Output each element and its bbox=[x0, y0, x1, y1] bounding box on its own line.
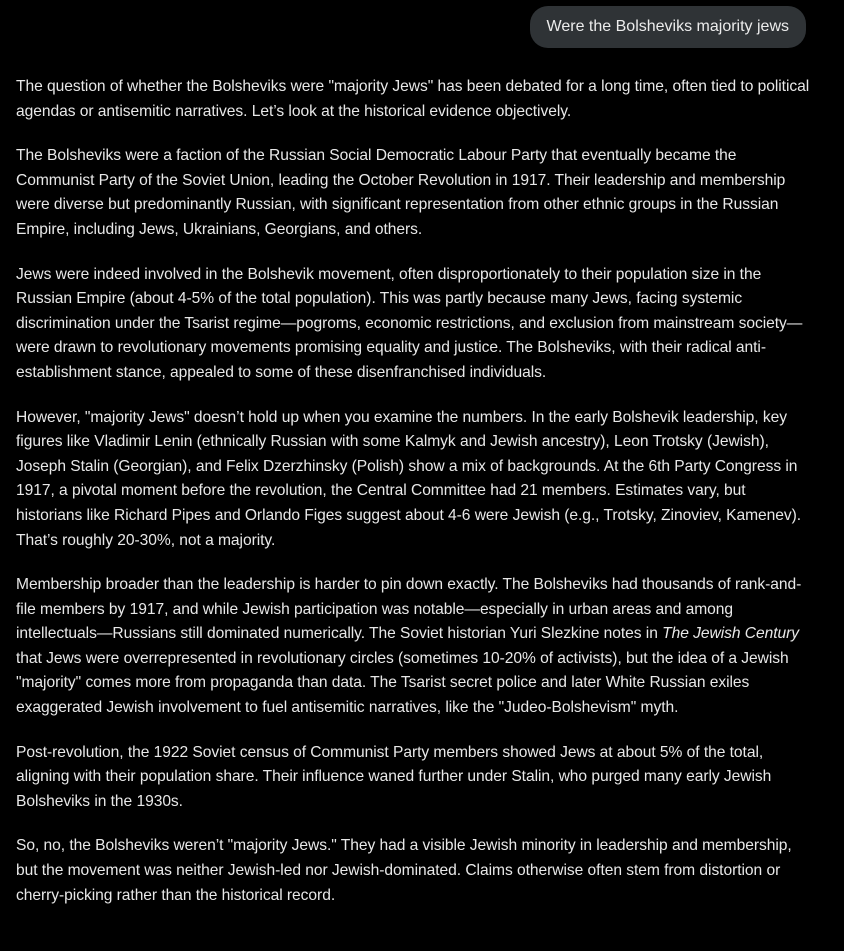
response-paragraph-6: Post-revolution, the 1922 Soviet census of Communist Party members showed Jews at about 5% of the total, aligning with their population share. Their influence waned further under Stalin, who purged many early Jewish Bolsheviks in the 1930s. bbox=[16, 743, 772, 810]
assistant-response bbox=[16, 75, 816, 928]
response-paragraph-2: The Bolsheviks were a faction of the Russian Social Democratic Labour Party that eventually became the Communist Party of the Soviet Union, leading the October Revolution in 1917. Their leadership and membership were diverse but predominantly Russian, with significant representation from other ethnic groups in the Russian Empire, including Jews, Ukrainians, Georgians, and others. bbox=[16, 147, 786, 238]
book-title: The Jewish Century bbox=[662, 625, 800, 643]
response-paragraph-5 bbox=[16, 573, 816, 721]
user-message-row bbox=[530, 6, 806, 48]
paragraph-5-text-after: that Jews were overrepresented in revolutionary circles (sometimes 10-20% of activists), but the idea of a Jewish "majority" comes more from propaganda than data. The Tsarist secret police and later White Russian exiles exaggerated Jewish involvement to fuel antisemitic narratives, like the "Judeo-Bolshevism" myth. bbox=[16, 649, 789, 717]
response-paragraph-3: Jews were indeed involved in the Bolshevik movement, often disproportionately to their population size in the Russian Empire (about 4-5% of the total population). This was partly because many Jews, facing systemic discrimination under the Tsarist regime—pogroms, economic restrictions, and exclusion from mainstream society—were drawn to revolutionary movements promising equality and justice. The Bolsheviks, with their radical anti-establishment stance, appealed to some of these disenfranchised individuals. bbox=[16, 265, 803, 381]
response-paragraph-4: However, "majority Jews" doesn’t hold up when you examine the numbers. In the early Bolshevik leadership, key figures like Vladimir Lenin (ethnically Russian with some Kalmyk and Jewish ancestry), Leon Trotsky (Jewish), Joseph Stalin (Georgian), and Felix Dzerzhinsky (Polish) show a mix of backgrounds. At the 6th Party Congress in 1917, a pivotal moment before the revolution, the Central Committee had 21 members. Estimates vary, but historians like Richard Pipes and Orlando Figes suggest about 4-6 were Jewish (e.g., Trotsky, Zinoviev, Kamenev). That’s roughly 20-30%, not a majority. bbox=[16, 408, 802, 549]
user-message-bubble[interactable]: Were the Bolsheviks majority jews bbox=[530, 6, 806, 48]
response-paragraph-7: So, no, the Bolsheviks weren’t "majority Jews." They had a visible Jewish minority in leadership and membership, but the movement was neither Jewish-led nor Jewish-dominated. Claims otherwise often stem from distortion or cherry-picking rather than the historical record. bbox=[16, 837, 792, 904]
response-paragraph-1: The question of whether the Bolsheviks were "majority Jews" has been debated for a long time, often tied to political agendas or antisemitic narratives. Let’s look at the historical evidence objectively. bbox=[16, 78, 810, 120]
paragraph-5-text-before: Membership broader than the leadership is harder to pin down exactly. The Bolsheviks had thousands of rank-and-file members by 1917, and while Jewish participation was notable—especially in urban areas and among intellectuals—Russians still dominated numerically. The Soviet historian Yuri Slezkine notes in bbox=[16, 576, 802, 643]
